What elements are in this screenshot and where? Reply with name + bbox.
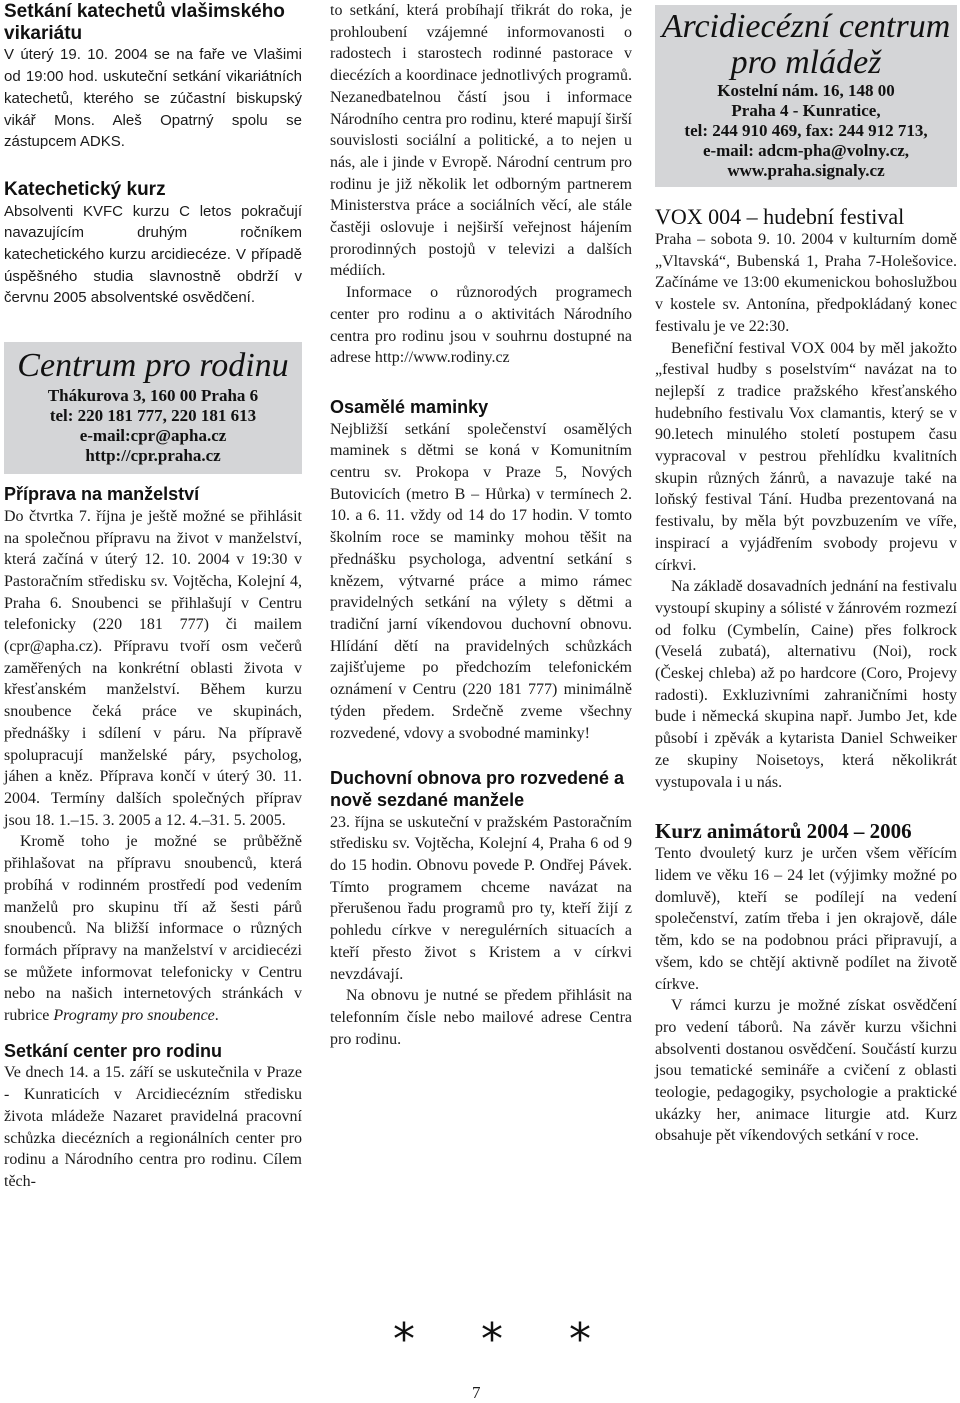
heading-kurz-animatoru: Kurz animátorů 2004 – 2006	[655, 819, 912, 844]
text-duchovni-obnova-1: 23. října se uskuteční v pražském Pastoračním středisku sv. Vojtěcha, Kolejní 4, Praha 6 od 9 do 15 hodin. Obnovu povede P. Ondřej Pávek. Tímto programem chceme navázat na přerušenou řadu programů pro ty, kteří žijí z pohledu církve v neregulérních situacích a kteří přesto život s Kristem a v církvi nevzdávají.	[330, 813, 632, 983]
text-priprava-2-main: Kromě toho je možné se průběžně přihlašovat na přípravu snoubenců, která probíhá v rodinném prostředí pod vedením manželů pro skupinu tří až šesti párů snoubenců. Na bližší informace o různých formách přípravy na manželství v arcidiecézi se můžete informovat telefonicky v Centru nebo na našich internetových stránkách v rubrice	[4, 833, 302, 1025]
text-vox-2: Benefiční festival VOX 004 by měl jakožto „festival hudby s poselstvím“ navázat na to nejlepší z tradice pražského křesťanského hudebního festivalu Vox clamantis, který se v 90.letech minulého století postupem času vypracoval v pestrou přehlídku kvalitních skupin různých žánrů, a navazuje také na loňský festival Tání. Hudba prezentovaná na festivalu, by měla být povzbuzením ve víře, inspirací a vyjádřením svobody projevu v církvi.	[655, 339, 957, 574]
section-divider-stars: * * *	[393, 1314, 617, 1365]
info-box-adcm	[655, 5, 957, 187]
heading-setkani-center: Setkání center pro rodinu	[4, 1040, 223, 1061]
info-box-centrum-pro-rodinu	[4, 342, 302, 474]
column-middle	[330, 0, 632, 1050]
heading-priprava-na-manzelstvi: Příprava na manželství	[4, 484, 200, 505]
text-priprava-2-end: .	[214, 1007, 219, 1025]
box-adcm-phone: tel: 244 910 469, fax: 244 912 713,	[684, 121, 928, 140]
box-email: e-mail:cpr@apha.cz	[79, 426, 227, 446]
text-informace-programy: Informace o různorodých programech center pro rodinu a o aktivitách Národního centra pro rodinu jsou v souhrnu dostupné na adrese http://www.rodiny.cz	[330, 284, 632, 367]
box-address: Thákurova 3, 160 00 Praha 6	[47, 386, 259, 406]
text-priprava-2	[4, 831, 302, 1026]
box-title-adcm: Arcidiecézní centrum pro mládež	[661, 8, 951, 81]
text-vox-1: Praha – sobota 9. 10. 2004 v kulturním domě „Vltavská“, Bubenská 1, Praha 7-Holešovice. Začínáme ve 13:00 ekumenickou bohoslužbou v kostele sv. Antonína, předpokládaný konec festivalu je ve 22:30.	[655, 231, 957, 335]
text-katechete-setkani: V úterý 19. 10. 2004 se na faře ve Vlašimi od 19:00 hod. uskuteční setkání vikariátních katechetů, kterého se zúčastní biskupský vikář Mons. Aleš Opatrný spolu se zástupcem ADKS.	[4, 46, 302, 151]
text-kurz-1: Tento dvouletý kurz je určen všem věřícím lidem ve věku 16 – 24 let (výjimky možné po domluvě), kteří se podílejí na vedení společenství, zatím třeba i jen okrajově, dále těm, kdo se na podobnou práci připravují, a všem, kdo se chtějí aktivně podílet na životě církve.	[655, 845, 957, 993]
page-number: 7	[472, 1383, 481, 1402]
text-kurz-2: V rámci kurzu je možné získat osvědčení pro vedení táborů. Na závěr kurzu všichni absolventi dostanou osvědčení. Součástí kurzu jsou tematické semináře a cvičení z oblasti teologie, pedagogiky, psychologie a praktické ukázky her, animace liturgie atd. Kurz obsahuje pět víkendových setkání v roce.	[655, 997, 957, 1145]
box-adcm-address1: Kostelní nám. 16, 148 00	[717, 81, 895, 100]
column-right	[655, 0, 957, 1147]
text-priprava-1: Do čtvrtka 7. října je ještě možné se přihlásit na společnou přípravu na život v manželství, která začíná v úterý 12. 10. 2004 v 19:30 v Pastoračním středisku sv. Vojtěcha, Kolejní 4, Praha 6. Snoubenci se přihlašují v Centru telefonicky (220 181 777) či mailem (cpr@apha.cz). Přípravu tvoří osm večerů zaměřených na konkrétní oblasti života v křesťanském manželství. Během kurzu snoubence čeká práce ve skupinách, přednášky i sdílení v páru. Na přípravě spolupracují manželské páry, psycholog, jáhen a kněz. Příprava končí v úterý 30. 11. 2004. Termíny dalších společných příprav jsou 18. 1.–15. 3. 2005 a 12. 4.–31. 5. 2005.	[4, 507, 302, 829]
box-adcm-address2: Praha 4 - Kunratice,	[731, 101, 881, 120]
box-adcm-email: e-mail: adcm-pha@volny.cz,	[702, 141, 910, 160]
box-title-centrum-pro-rodinu: Centrum pro rodinu	[17, 347, 289, 385]
heading-vox-festival: VOX 004 – hudební festival	[655, 204, 905, 229]
box-web: http://cpr.praha.cz	[85, 446, 221, 466]
box-adcm-web: www.praha.signaly.cz	[727, 161, 885, 180]
text-osamele-maminky: Nejbližší setkání společenství osamělých maminek s dětmi se koná v Komunitním centru sv. Prokopa v Praze 5, Nových Butovicích (metro B – Hůrka) v termínech 2. 10. a 6. 11. vždy od 14 do 17 hodin. V tomto školním roce se maminky mohou těšit na přednášku psychologa, adventní setkání s knězem, výtvarné práce a mimo rámec pravidelných setkání na výlety s dětmi a tradiční jarní víkendovou duchovní obnovu. Hlídání dětí na pravidelných schůzkách zajišťujeme po předchozím telefonickém oznámení v Centru (220 181 777) minimálně týden předem. Srdečně zveme všechny rozvedené, vdovy a svobodné maminky!	[330, 420, 632, 742]
box-phone: tel: 220 181 777, 220 181 613	[49, 406, 257, 426]
text-priprava-2-rubric: Programy pro snoubence	[53, 1007, 215, 1025]
text-duchovni-obnova-2: Na obnovu je nutné se předem přihlásit na telefonním čísle nebo mailové adrese Centra pro rodinu.	[330, 987, 632, 1048]
text-vox-3: Na základě dosavadních jednání na festivalu vystoupí skupiny a sólisté v žánrovém rozmezí od folku (Cymbelín, Caine) přes folkrock (Veselá zubatá), alternativu (Noi), rock (Českej chleba) až po hardcore (Coro, Projevy radosti). Exkluzivními zahraničními hosty bude i německá skupina např. Jumbo Jet, kde působí i zpěvák a kytarista Daniel Schweiker ze skupiny Noisetoys, která několikrát vystupovala i u nás.	[655, 578, 957, 791]
heading-duchovni-obnova: Duchovní obnova pro rozvedené a nově sezdané manžele	[330, 768, 625, 810]
column-left	[4, 0, 302, 1193]
heading-katechete-setkani: Setkání katechetů vlašimského vikariátu	[4, 1, 285, 44]
heading-osamele-maminky: Osamělé maminky	[330, 396, 489, 417]
text-katecheticky-kurz: Absolventi KVFC kurzu C letos pokračují navazujícím druhým ročníkem katechetického kurzu arcidiecéze. V případě úspěšného studia slavnostně obdrží v červnu 2005 absolventské osvědčení.	[4, 202, 302, 307]
heading-katecheticky-kurz: Katechetický kurz	[4, 178, 166, 200]
text-setkani-center: Ve dnech 14. a 15. září se uskutečnila v Praze - Kunraticích v Arcidiecézním středisku života mládeže Nazaret pravidelná pracovní schůzka diecézních a regionálních center pro rodinu a Národního centra pro rodinu. Cílem těch-	[4, 1064, 302, 1190]
text-setkani-center-cont: to setkání, která probíhají třikrát do roka, je prohloubení vzájemné informovanosti o radostech i starostech rodinné pastorace v diecézích a koordinace jednotlivých programů. Nezanedbatelnou částí jsou i informace Národního centra pro rodinu, které mapují širší souvislosti sociální a politické, a to nejen u nás, ale i jinde v Evropě. Národní centrum pro rodinu je již několik let odborným partnerem Ministerstva práce a sociálních věcí, ale stále častěji oslovuje i nejširší veřejnost hájením prorodinných postojů v televizi a dalších médiích.	[330, 2, 632, 280]
